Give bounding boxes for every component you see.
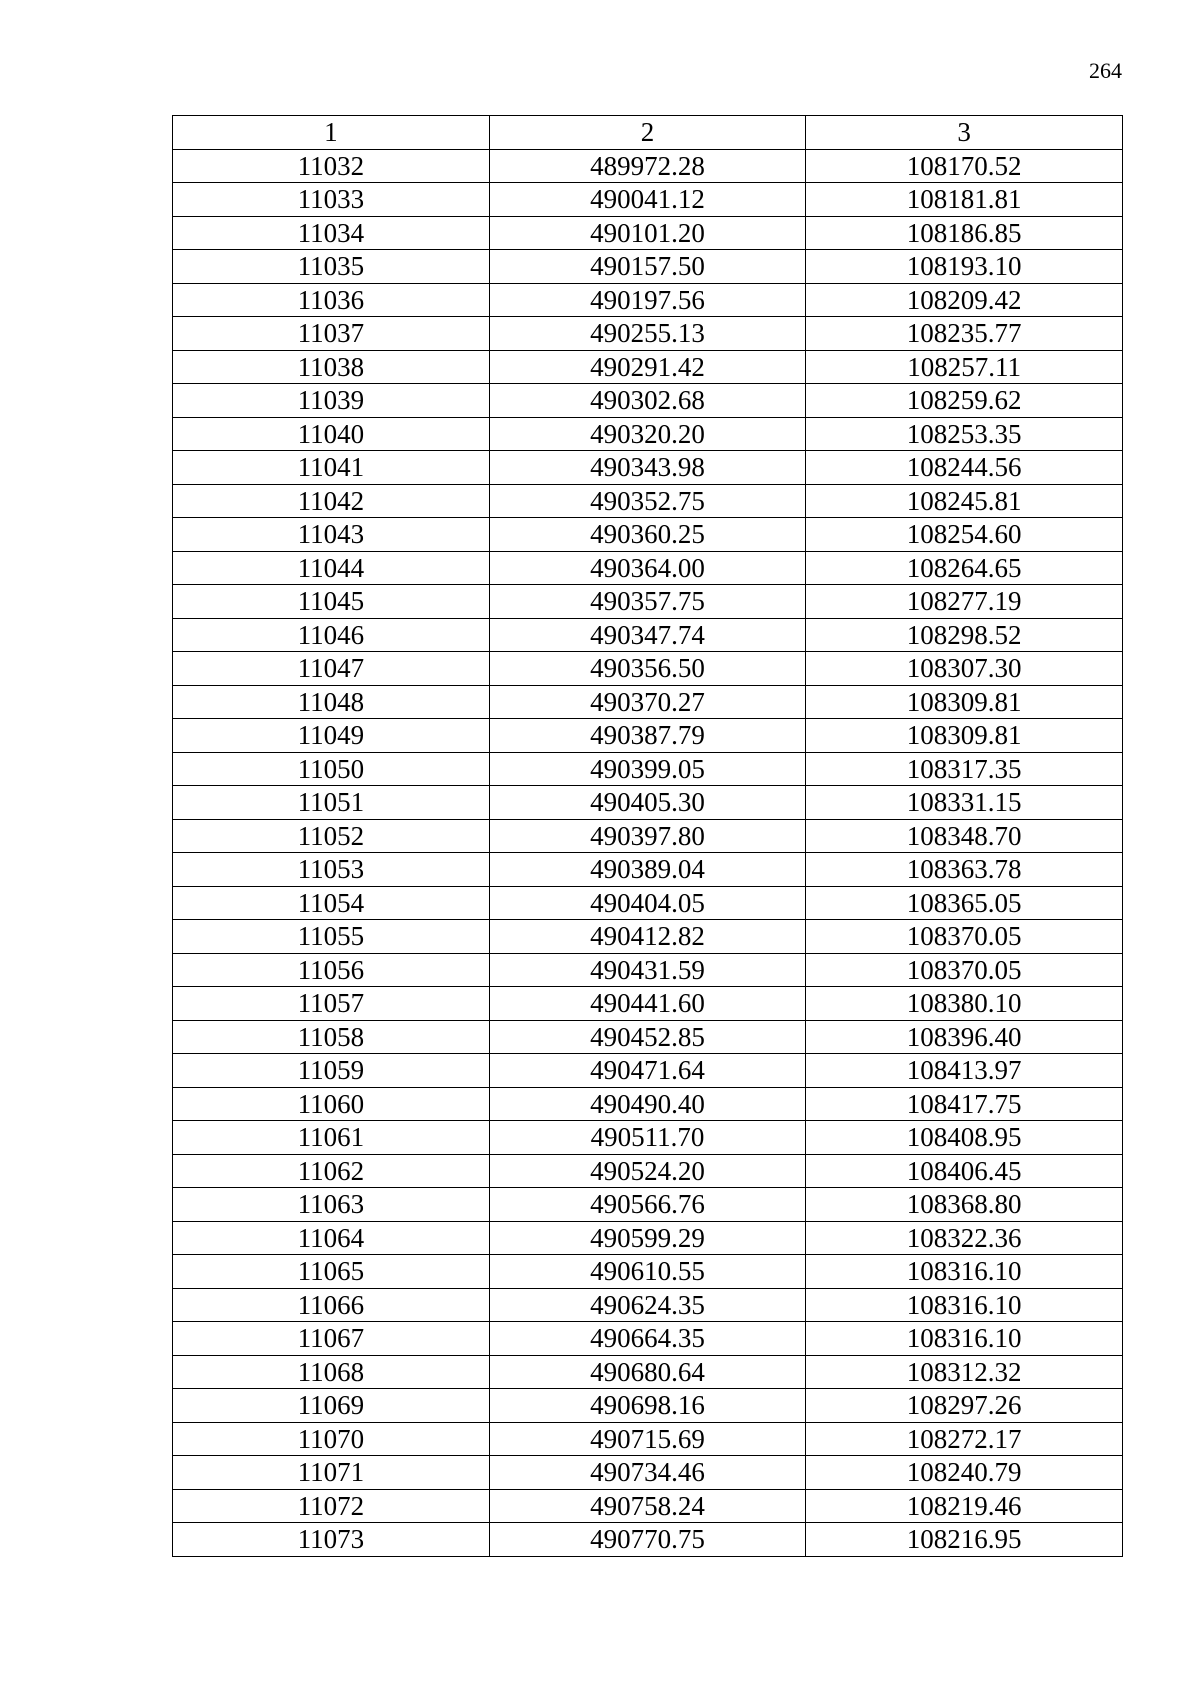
- table-row: [173, 1087, 1123, 1121]
- point-number-cell: 11052: [173, 819, 490, 853]
- x-coordinate-cell: 490599.29: [489, 1221, 806, 1255]
- point-number-cell: 11070: [173, 1422, 490, 1456]
- point-number-cell: 11051: [173, 786, 490, 820]
- y-coordinate-cell: 108316.10: [806, 1255, 1123, 1289]
- x-coordinate-cell: 490291.42: [489, 350, 806, 384]
- table-row: [173, 1288, 1123, 1322]
- x-coordinate-cell: 490471.64: [489, 1054, 806, 1088]
- point-number-cell: 11055: [173, 920, 490, 954]
- x-coordinate-cell: 490357.75: [489, 585, 806, 619]
- point-number-cell: 11049: [173, 719, 490, 753]
- y-coordinate-cell: 108264.65: [806, 551, 1123, 585]
- x-coordinate-cell: 490664.35: [489, 1322, 806, 1356]
- table-row: [173, 1188, 1123, 1222]
- y-coordinate-cell: 108219.46: [806, 1489, 1123, 1523]
- x-coordinate-cell: 490101.20: [489, 216, 806, 250]
- point-number-cell: 11066: [173, 1288, 490, 1322]
- table-row: [173, 819, 1123, 853]
- point-number-cell: 11061: [173, 1121, 490, 1155]
- point-number-cell: 11067: [173, 1322, 490, 1356]
- y-coordinate-cell: 108186.85: [806, 216, 1123, 250]
- column-header-3: 3: [806, 116, 1123, 150]
- point-number-cell: 11058: [173, 1020, 490, 1054]
- x-coordinate-cell: 490404.05: [489, 886, 806, 920]
- x-coordinate-cell: 490715.69: [489, 1422, 806, 1456]
- point-number-cell: 11065: [173, 1255, 490, 1289]
- x-coordinate-cell: 490452.85: [489, 1020, 806, 1054]
- table-row: [173, 484, 1123, 518]
- table-row: [173, 250, 1123, 284]
- x-coordinate-cell: 490490.40: [489, 1087, 806, 1121]
- point-number-cell: 11059: [173, 1054, 490, 1088]
- y-coordinate-cell: 108322.36: [806, 1221, 1123, 1255]
- table-row: [173, 1255, 1123, 1289]
- point-number-cell: 11048: [173, 685, 490, 719]
- page-number: 264: [1089, 58, 1122, 83]
- point-number-cell: 11045: [173, 585, 490, 619]
- y-coordinate-cell: 108380.10: [806, 987, 1123, 1021]
- table-row: [173, 652, 1123, 686]
- y-coordinate-cell: 108316.10: [806, 1322, 1123, 1356]
- table-row: [173, 1020, 1123, 1054]
- x-coordinate-cell: 490302.68: [489, 384, 806, 418]
- table-row: [173, 417, 1123, 451]
- point-number-cell: 11054: [173, 886, 490, 920]
- x-coordinate-cell: 490524.20: [489, 1154, 806, 1188]
- table-row: [173, 216, 1123, 250]
- y-coordinate-cell: 108363.78: [806, 853, 1123, 887]
- point-number-cell: 11047: [173, 652, 490, 686]
- y-coordinate-cell: 108193.10: [806, 250, 1123, 284]
- point-number-cell: 11069: [173, 1389, 490, 1423]
- y-coordinate-cell: 108317.35: [806, 752, 1123, 786]
- table-row: [173, 585, 1123, 619]
- table-row: [173, 350, 1123, 384]
- point-number-cell: 11036: [173, 283, 490, 317]
- y-coordinate-cell: 108312.32: [806, 1355, 1123, 1389]
- x-coordinate-cell: 490680.64: [489, 1355, 806, 1389]
- x-coordinate-cell: 490197.56: [489, 283, 806, 317]
- y-coordinate-cell: 108298.52: [806, 618, 1123, 652]
- y-coordinate-cell: 108331.15: [806, 786, 1123, 820]
- table-row: [173, 1154, 1123, 1188]
- y-coordinate-cell: 108365.05: [806, 886, 1123, 920]
- x-coordinate-cell: 490698.16: [489, 1389, 806, 1423]
- table-row: [173, 317, 1123, 351]
- y-coordinate-cell: 108170.52: [806, 149, 1123, 183]
- y-coordinate-cell: 108297.26: [806, 1389, 1123, 1423]
- table-row: [173, 1389, 1123, 1423]
- column-header-1: 1: [173, 116, 490, 150]
- point-number-cell: 11060: [173, 1087, 490, 1121]
- table-row: [173, 149, 1123, 183]
- table-row: [173, 618, 1123, 652]
- table-row: [173, 853, 1123, 887]
- y-coordinate-cell: 108309.81: [806, 719, 1123, 753]
- table-row: [173, 1422, 1123, 1456]
- y-coordinate-cell: 108368.80: [806, 1188, 1123, 1222]
- table-row: [173, 920, 1123, 954]
- table-row: [173, 786, 1123, 820]
- x-coordinate-cell: 490364.00: [489, 551, 806, 585]
- y-coordinate-cell: 108370.05: [806, 953, 1123, 987]
- x-coordinate-cell: 490397.80: [489, 819, 806, 853]
- x-coordinate-cell: 490431.59: [489, 953, 806, 987]
- x-coordinate-cell: 490157.50: [489, 250, 806, 284]
- table-row: [173, 719, 1123, 753]
- table-row: [173, 551, 1123, 585]
- table-row: [173, 1322, 1123, 1356]
- y-coordinate-cell: 108408.95: [806, 1121, 1123, 1155]
- table-header-row: [173, 116, 1123, 150]
- point-number-cell: 11053: [173, 853, 490, 887]
- table-row: [173, 1523, 1123, 1557]
- table-body: [173, 149, 1123, 1556]
- point-number-cell: 11035: [173, 250, 490, 284]
- point-number-cell: 11044: [173, 551, 490, 585]
- x-coordinate-cell: 490343.98: [489, 451, 806, 485]
- x-coordinate-cell: 490399.05: [489, 752, 806, 786]
- y-coordinate-cell: 108259.62: [806, 384, 1123, 418]
- table-row: [173, 1489, 1123, 1523]
- table-row: [173, 384, 1123, 418]
- x-coordinate-cell: 490320.20: [489, 417, 806, 451]
- x-coordinate-cell: 490624.35: [489, 1288, 806, 1322]
- x-coordinate-cell: 490405.30: [489, 786, 806, 820]
- y-coordinate-cell: 108277.19: [806, 585, 1123, 619]
- y-coordinate-cell: 108245.81: [806, 484, 1123, 518]
- x-coordinate-cell: 490356.50: [489, 652, 806, 686]
- y-coordinate-cell: 108253.35: [806, 417, 1123, 451]
- table-row: [173, 953, 1123, 987]
- coordinates-table: [172, 115, 1123, 1557]
- point-number-cell: 11042: [173, 484, 490, 518]
- point-number-cell: 11037: [173, 317, 490, 351]
- x-coordinate-cell: 490610.55: [489, 1255, 806, 1289]
- table-row: [173, 518, 1123, 552]
- y-coordinate-cell: 108417.75: [806, 1087, 1123, 1121]
- point-number-cell: 11038: [173, 350, 490, 384]
- y-coordinate-cell: 108254.60: [806, 518, 1123, 552]
- table-row: [173, 451, 1123, 485]
- point-number-cell: 11071: [173, 1456, 490, 1490]
- x-coordinate-cell: 490758.24: [489, 1489, 806, 1523]
- y-coordinate-cell: 108309.81: [806, 685, 1123, 719]
- x-coordinate-cell: 490566.76: [489, 1188, 806, 1222]
- y-coordinate-cell: 108307.30: [806, 652, 1123, 686]
- y-coordinate-cell: 108348.70: [806, 819, 1123, 853]
- point-number-cell: 11043: [173, 518, 490, 552]
- y-coordinate-cell: 108257.11: [806, 350, 1123, 384]
- y-coordinate-cell: 108370.05: [806, 920, 1123, 954]
- table-row: [173, 183, 1123, 217]
- x-coordinate-cell: 490389.04: [489, 853, 806, 887]
- point-number-cell: 11064: [173, 1221, 490, 1255]
- x-coordinate-cell: 490734.46: [489, 1456, 806, 1490]
- y-coordinate-cell: 108216.95: [806, 1523, 1123, 1557]
- point-number-cell: 11040: [173, 417, 490, 451]
- table-row: [173, 1221, 1123, 1255]
- point-number-cell: 11039: [173, 384, 490, 418]
- table-row: [173, 886, 1123, 920]
- table-row: [173, 283, 1123, 317]
- point-number-cell: 11050: [173, 752, 490, 786]
- x-coordinate-cell: 490041.12: [489, 183, 806, 217]
- table-row: [173, 1456, 1123, 1490]
- table-row: [173, 752, 1123, 786]
- x-coordinate-cell: 490360.25: [489, 518, 806, 552]
- x-coordinate-cell: 490770.75: [489, 1523, 806, 1557]
- x-coordinate-cell: 490412.82: [489, 920, 806, 954]
- y-coordinate-cell: 108181.81: [806, 183, 1123, 217]
- point-number-cell: 11034: [173, 216, 490, 250]
- point-number-cell: 11062: [173, 1154, 490, 1188]
- point-number-cell: 11057: [173, 987, 490, 1021]
- column-header-2: 2: [489, 116, 806, 150]
- table-row: [173, 1355, 1123, 1389]
- point-number-cell: 11073: [173, 1523, 490, 1557]
- y-coordinate-cell: 108406.45: [806, 1154, 1123, 1188]
- x-coordinate-cell: 490511.70: [489, 1121, 806, 1155]
- point-number-cell: 11063: [173, 1188, 490, 1222]
- x-coordinate-cell: 490352.75: [489, 484, 806, 518]
- y-coordinate-cell: 108235.77: [806, 317, 1123, 351]
- x-coordinate-cell: 490441.60: [489, 987, 806, 1021]
- y-coordinate-cell: 108244.56: [806, 451, 1123, 485]
- point-number-cell: 11068: [173, 1355, 490, 1389]
- point-number-cell: 11033: [173, 183, 490, 217]
- point-number-cell: 11032: [173, 149, 490, 183]
- point-number-cell: 11056: [173, 953, 490, 987]
- point-number-cell: 11046: [173, 618, 490, 652]
- y-coordinate-cell: 108396.40: [806, 1020, 1123, 1054]
- table-row: [173, 987, 1123, 1021]
- table-row: [173, 685, 1123, 719]
- y-coordinate-cell: 108272.17: [806, 1422, 1123, 1456]
- x-coordinate-cell: 490387.79: [489, 719, 806, 753]
- x-coordinate-cell: 490347.74: [489, 618, 806, 652]
- y-coordinate-cell: 108209.42: [806, 283, 1123, 317]
- y-coordinate-cell: 108316.10: [806, 1288, 1123, 1322]
- point-number-cell: 11041: [173, 451, 490, 485]
- x-coordinate-cell: 490370.27: [489, 685, 806, 719]
- y-coordinate-cell: 108413.97: [806, 1054, 1123, 1088]
- table-row: [173, 1054, 1123, 1088]
- point-number-cell: 11072: [173, 1489, 490, 1523]
- x-coordinate-cell: 490255.13: [489, 317, 806, 351]
- table-row: [173, 1121, 1123, 1155]
- x-coordinate-cell: 489972.28: [489, 149, 806, 183]
- y-coordinate-cell: 108240.79: [806, 1456, 1123, 1490]
